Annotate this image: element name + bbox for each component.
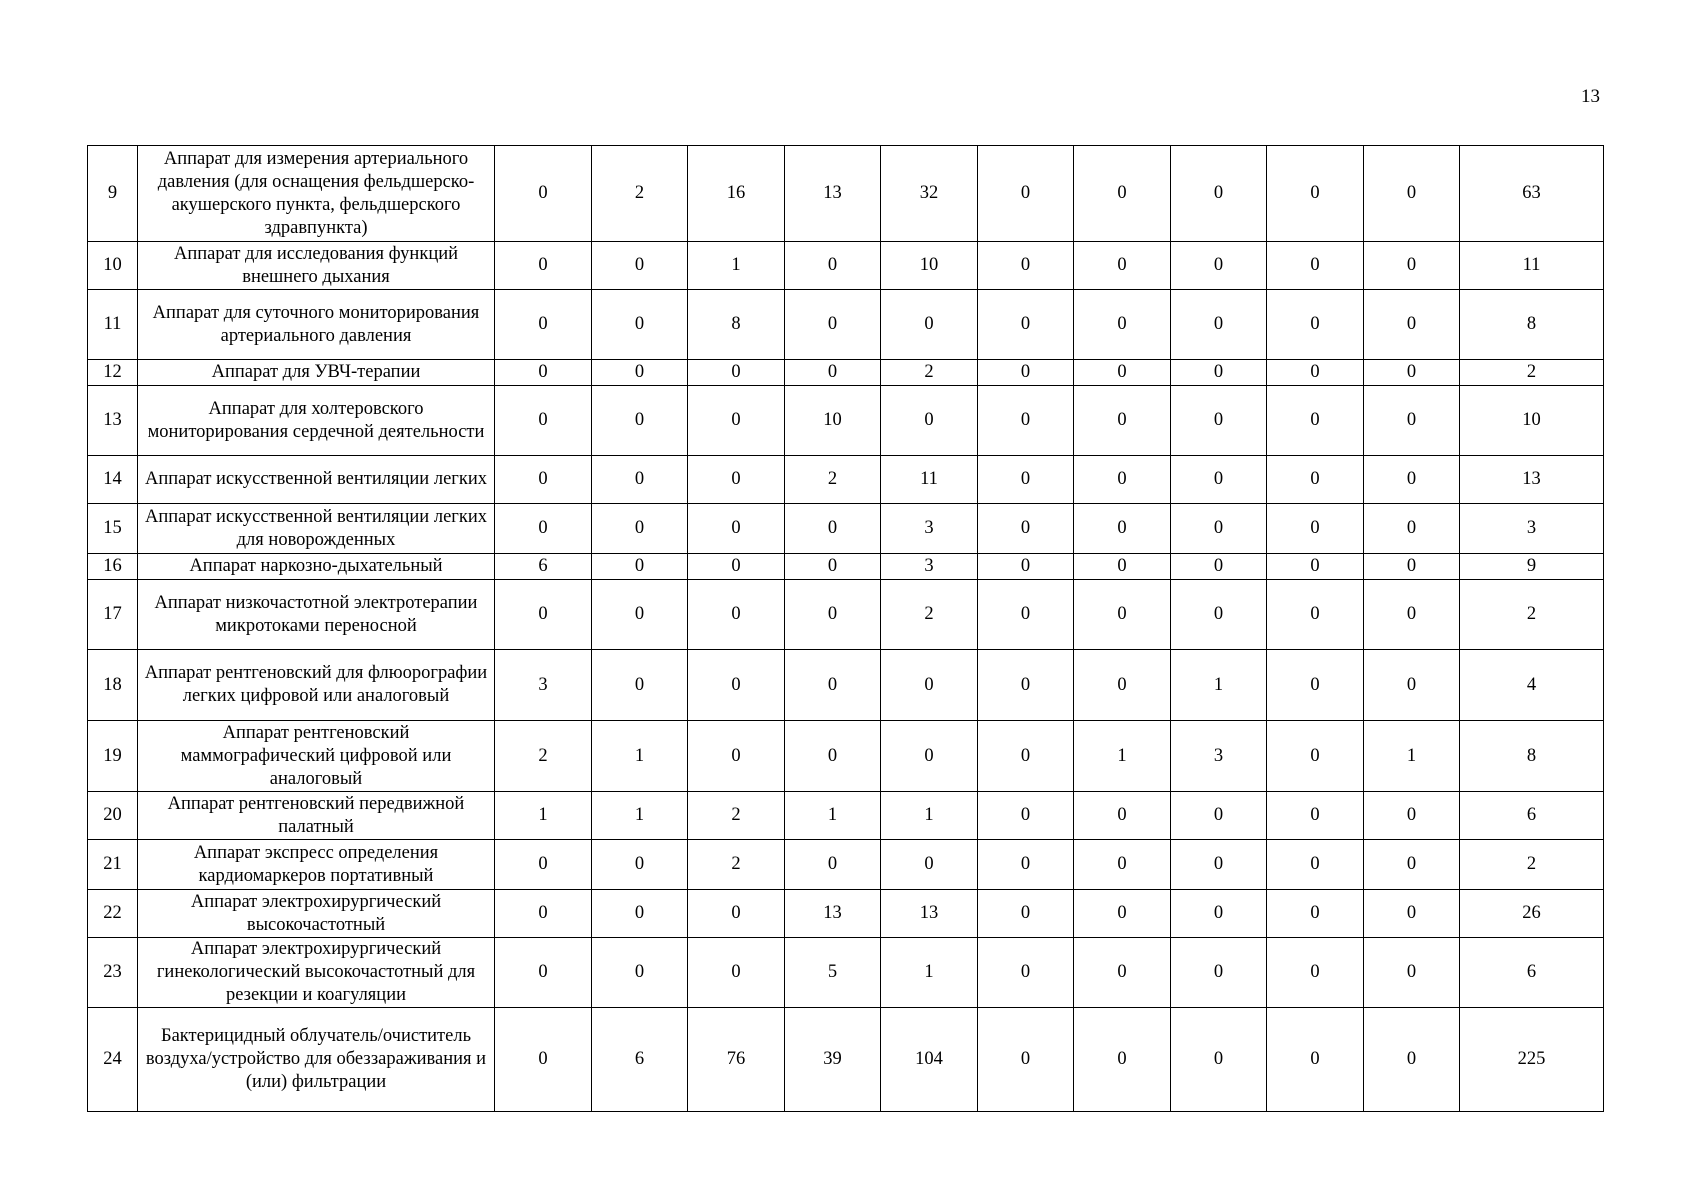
value-cell: 0	[1171, 504, 1267, 554]
value-cell: 1	[495, 792, 592, 840]
value-cell: 2	[495, 721, 592, 792]
value-cell: 0	[1364, 840, 1460, 890]
table-row	[88, 456, 1604, 504]
value-cell: 0	[495, 890, 592, 938]
value-cell: 0	[978, 721, 1074, 792]
value-cell: 0	[978, 792, 1074, 840]
value-cell: 6	[592, 1008, 688, 1112]
value-cell: 0	[785, 580, 881, 650]
value-cell: 0	[1364, 456, 1460, 504]
total-cell: 6	[1460, 938, 1604, 1008]
total-cell: 13	[1460, 456, 1604, 504]
value-cell: 0	[1171, 554, 1267, 580]
value-cell: 0	[1364, 938, 1460, 1008]
table-row	[88, 242, 1604, 290]
total-cell: 10	[1460, 386, 1604, 456]
value-cell: 0	[1074, 650, 1171, 721]
value-cell: 0	[592, 554, 688, 580]
value-cell: 0	[1171, 456, 1267, 504]
equipment-name: Аппарат искусственной вентиляции легких для новорожденных	[138, 504, 495, 554]
equipment-name: Аппарат рентгеновский маммографический цифровой или аналоговый	[138, 721, 495, 792]
value-cell: 76	[688, 1008, 785, 1112]
value-cell: 0	[592, 242, 688, 290]
value-cell: 0	[1267, 360, 1364, 386]
value-cell: 3	[1171, 721, 1267, 792]
value-cell: 0	[978, 554, 1074, 580]
row-number: 11	[88, 290, 138, 360]
value-cell: 0	[978, 456, 1074, 504]
value-cell: 11	[881, 456, 978, 504]
value-cell: 0	[1364, 580, 1460, 650]
total-cell: 6	[1460, 792, 1604, 840]
equipment-name: Бактерицидный облучатель/очиститель воздуха/устройство для обеззараживания и (или) фильтрации	[138, 1008, 495, 1112]
value-cell: 10	[785, 386, 881, 456]
value-cell: 0	[1171, 360, 1267, 386]
value-cell: 0	[785, 650, 881, 721]
value-cell: 0	[1364, 386, 1460, 456]
value-cell: 0	[1364, 890, 1460, 938]
value-cell: 0	[495, 360, 592, 386]
value-cell: 0	[1171, 840, 1267, 890]
value-cell: 0	[688, 721, 785, 792]
row-number: 17	[88, 580, 138, 650]
value-cell: 0	[592, 504, 688, 554]
value-cell: 0	[1364, 242, 1460, 290]
value-cell: 0	[1267, 840, 1364, 890]
value-cell: 0	[881, 386, 978, 456]
equipment-name: Аппарат экспресс определения кардиомаркеров портативный	[138, 840, 495, 890]
value-cell: 0	[785, 840, 881, 890]
value-cell: 1	[592, 721, 688, 792]
value-cell: 2	[881, 360, 978, 386]
value-cell: 1	[881, 792, 978, 840]
value-cell: 0	[978, 146, 1074, 242]
table-row	[88, 721, 1604, 792]
value-cell: 0	[1171, 890, 1267, 938]
value-cell: 0	[785, 360, 881, 386]
equipment-name: Аппарат для суточного мониторирования артериального давления	[138, 290, 495, 360]
value-cell: 3	[495, 650, 592, 721]
total-cell: 4	[1460, 650, 1604, 721]
table-row	[88, 554, 1604, 580]
value-cell: 0	[1267, 650, 1364, 721]
value-cell: 0	[592, 938, 688, 1008]
value-cell: 104	[881, 1008, 978, 1112]
row-number: 20	[88, 792, 138, 840]
value-cell: 0	[1267, 146, 1364, 242]
value-cell: 3	[881, 504, 978, 554]
table-row	[88, 1008, 1604, 1112]
value-cell: 0	[1267, 290, 1364, 360]
value-cell: 0	[1171, 290, 1267, 360]
value-cell: 0	[592, 456, 688, 504]
table-row	[88, 650, 1604, 721]
value-cell: 0	[1074, 890, 1171, 938]
value-cell: 0	[1074, 456, 1171, 504]
value-cell: 1	[881, 938, 978, 1008]
value-cell: 0	[1074, 554, 1171, 580]
value-cell: 0	[1364, 360, 1460, 386]
row-number: 23	[88, 938, 138, 1008]
equipment-table	[87, 145, 1604, 1112]
value-cell: 39	[785, 1008, 881, 1112]
value-cell: 2	[688, 840, 785, 890]
value-cell: 0	[495, 456, 592, 504]
value-cell: 0	[978, 290, 1074, 360]
value-cell: 0	[495, 146, 592, 242]
row-number: 9	[88, 146, 138, 242]
value-cell: 0	[881, 650, 978, 721]
value-cell: 0	[1074, 580, 1171, 650]
value-cell: 16	[688, 146, 785, 242]
value-cell: 0	[1171, 146, 1267, 242]
value-cell: 0	[785, 721, 881, 792]
table-row	[88, 290, 1604, 360]
value-cell: 13	[881, 890, 978, 938]
total-cell: 8	[1460, 290, 1604, 360]
value-cell: 0	[1267, 386, 1364, 456]
value-cell: 0	[1364, 146, 1460, 242]
value-cell: 32	[881, 146, 978, 242]
value-cell: 0	[978, 890, 1074, 938]
value-cell: 6	[495, 554, 592, 580]
value-cell: 0	[688, 580, 785, 650]
value-cell: 2	[592, 146, 688, 242]
equipment-name: Аппарат для УВЧ-терапии	[138, 360, 495, 386]
total-cell: 9	[1460, 554, 1604, 580]
value-cell: 0	[1074, 242, 1171, 290]
value-cell: 0	[1364, 792, 1460, 840]
value-cell: 0	[1074, 792, 1171, 840]
value-cell: 5	[785, 938, 881, 1008]
value-cell: 0	[785, 290, 881, 360]
row-number: 12	[88, 360, 138, 386]
value-cell: 0	[495, 242, 592, 290]
value-cell: 0	[978, 504, 1074, 554]
value-cell: 0	[495, 1008, 592, 1112]
value-cell: 0	[495, 580, 592, 650]
value-cell: 0	[688, 386, 785, 456]
equipment-name: Аппарат для исследования функций внешнего дыхания	[138, 242, 495, 290]
value-cell: 0	[978, 650, 1074, 721]
table-row	[88, 580, 1604, 650]
row-number: 24	[88, 1008, 138, 1112]
value-cell: 0	[1074, 146, 1171, 242]
value-cell: 0	[688, 554, 785, 580]
value-cell: 0	[1074, 840, 1171, 890]
equipment-name: Аппарат искусственной вентиляции легких	[138, 456, 495, 504]
total-cell: 11	[1460, 242, 1604, 290]
value-cell: 0	[978, 360, 1074, 386]
value-cell: 13	[785, 146, 881, 242]
value-cell: 0	[495, 840, 592, 890]
value-cell: 0	[592, 890, 688, 938]
table-row	[88, 360, 1604, 386]
value-cell: 0	[1267, 242, 1364, 290]
value-cell: 0	[785, 504, 881, 554]
value-cell: 0	[1171, 386, 1267, 456]
value-cell: 0	[1171, 580, 1267, 650]
row-number: 13	[88, 386, 138, 456]
table-row	[88, 386, 1604, 456]
value-cell: 0	[495, 386, 592, 456]
value-cell: 0	[1171, 938, 1267, 1008]
table-row	[88, 792, 1604, 840]
value-cell: 0	[1267, 504, 1364, 554]
value-cell: 1	[592, 792, 688, 840]
value-cell: 0	[1074, 504, 1171, 554]
row-number: 10	[88, 242, 138, 290]
value-cell: 8	[688, 290, 785, 360]
value-cell: 0	[688, 360, 785, 386]
value-cell: 0	[1267, 938, 1364, 1008]
row-number: 18	[88, 650, 138, 721]
value-cell: 0	[978, 386, 1074, 456]
total-cell: 63	[1460, 146, 1604, 242]
row-number: 16	[88, 554, 138, 580]
value-cell: 0	[1267, 554, 1364, 580]
value-cell: 13	[785, 890, 881, 938]
table-row	[88, 504, 1604, 554]
table-row	[88, 840, 1604, 890]
value-cell: 1	[688, 242, 785, 290]
table-row	[88, 146, 1604, 242]
value-cell: 3	[881, 554, 978, 580]
value-cell: 0	[495, 290, 592, 360]
value-cell: 1	[1171, 650, 1267, 721]
value-cell: 0	[592, 360, 688, 386]
row-number: 19	[88, 721, 138, 792]
equipment-name: Аппарат наркозно-дыхательный	[138, 554, 495, 580]
value-cell: 2	[881, 580, 978, 650]
value-cell: 0	[688, 938, 785, 1008]
row-number: 15	[88, 504, 138, 554]
total-cell: 3	[1460, 504, 1604, 554]
equipment-name: Аппарат низкочастотной электротерапии микротоками переносной	[138, 580, 495, 650]
row-number: 14	[88, 456, 138, 504]
value-cell: 0	[1074, 386, 1171, 456]
row-number: 21	[88, 840, 138, 890]
value-cell: 0	[1267, 1008, 1364, 1112]
table-row	[88, 938, 1604, 1008]
total-cell: 2	[1460, 580, 1604, 650]
total-cell: 2	[1460, 360, 1604, 386]
value-cell: 2	[688, 792, 785, 840]
total-cell: 2	[1460, 840, 1604, 890]
value-cell: 0	[592, 386, 688, 456]
value-cell: 0	[978, 242, 1074, 290]
total-cell: 8	[1460, 721, 1604, 792]
equipment-name: Аппарат электрохирургический высокочастотный	[138, 890, 495, 938]
value-cell: 0	[592, 650, 688, 721]
value-cell: 0	[1364, 290, 1460, 360]
value-cell: 0	[1364, 504, 1460, 554]
value-cell: 0	[688, 890, 785, 938]
value-cell: 0	[688, 650, 785, 721]
value-cell: 0	[592, 290, 688, 360]
value-cell: 0	[1171, 242, 1267, 290]
value-cell: 0	[495, 504, 592, 554]
value-cell: 0	[1364, 1008, 1460, 1112]
equipment-name: Аппарат рентгеновский для флюорографии легких цифровой или аналоговый	[138, 650, 495, 721]
value-cell: 0	[978, 840, 1074, 890]
value-cell: 0	[881, 721, 978, 792]
value-cell: 0	[978, 580, 1074, 650]
value-cell: 0	[1364, 650, 1460, 721]
value-cell: 0	[785, 554, 881, 580]
value-cell: 0	[592, 580, 688, 650]
total-cell: 225	[1460, 1008, 1604, 1112]
value-cell: 0	[1267, 456, 1364, 504]
value-cell: 0	[1364, 554, 1460, 580]
value-cell: 0	[978, 938, 1074, 1008]
row-number: 22	[88, 890, 138, 938]
value-cell: 0	[1267, 890, 1364, 938]
equipment-name: Аппарат рентгеновский передвижной палатный	[138, 792, 495, 840]
value-cell: 0	[978, 1008, 1074, 1112]
value-cell: 0	[1074, 938, 1171, 1008]
value-cell: 0	[1267, 580, 1364, 650]
value-cell: 0	[1074, 290, 1171, 360]
value-cell: 10	[881, 242, 978, 290]
value-cell: 0	[1171, 792, 1267, 840]
value-cell: 1	[1074, 721, 1171, 792]
value-cell: 0	[785, 242, 881, 290]
value-cell: 0	[688, 456, 785, 504]
value-cell: 0	[1171, 1008, 1267, 1112]
value-cell: 1	[1364, 721, 1460, 792]
value-cell: 0	[495, 938, 592, 1008]
value-cell: 0	[688, 504, 785, 554]
equipment-name: Аппарат для холтеровского мониторирования сердечной деятельности	[138, 386, 495, 456]
value-cell: 0	[881, 840, 978, 890]
equipment-name: Аппарат электрохирургический гинекологический высокочастотный для резекции и коагуляции	[138, 938, 495, 1008]
value-cell: 0	[1074, 1008, 1171, 1112]
value-cell: 0	[1267, 721, 1364, 792]
table-body	[88, 146, 1604, 1112]
value-cell: 0	[1267, 792, 1364, 840]
value-cell: 2	[785, 456, 881, 504]
table-row	[88, 890, 1604, 938]
total-cell: 26	[1460, 890, 1604, 938]
value-cell: 0	[881, 290, 978, 360]
equipment-name: Аппарат для измерения артериального давления (для оснащения фельдшерско-акушерского пункта, фельдшерского здравпункта)	[138, 146, 495, 242]
value-cell: 1	[785, 792, 881, 840]
value-cell: 0	[1074, 360, 1171, 386]
page-number: 13	[1581, 86, 1600, 107]
value-cell: 0	[592, 840, 688, 890]
